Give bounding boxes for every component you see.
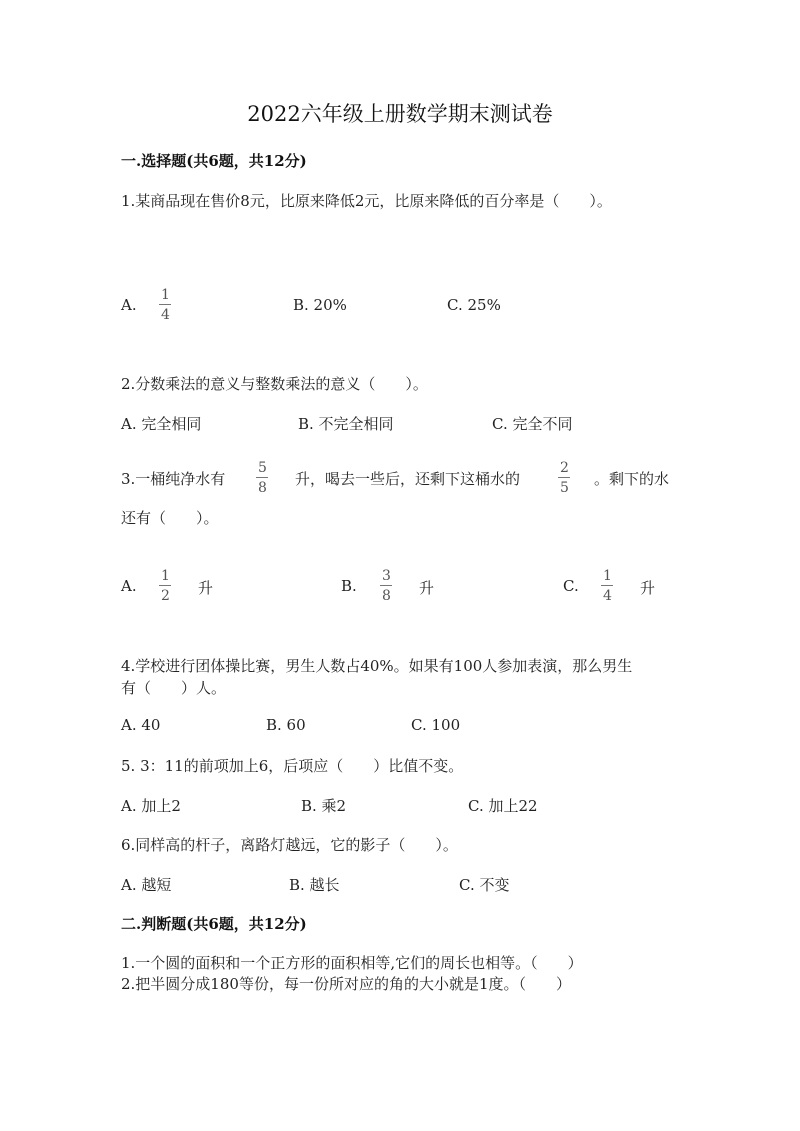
page-title: 2022六年级上册数学期末测试卷 <box>247 102 553 126</box>
q5-option-b: B. 乘2 <box>301 797 347 815</box>
fraction-denominator: 4 <box>603 588 612 604</box>
fraction-denominator: 8 <box>382 588 391 604</box>
fraction-numerator: 1 <box>161 287 170 303</box>
q3-option-a-fraction <box>159 569 172 603</box>
q1-option-c: C. 25% <box>447 296 501 314</box>
section-heading-choice: 一.选择题(共6题，共12分) <box>121 152 307 170</box>
section-heading-judge: 二.判断题(共6题，共12分) <box>121 915 307 933</box>
q2-option-c: C. 完全不同 <box>492 415 573 433</box>
fraction-numerator: 5 <box>258 460 267 476</box>
fraction-numerator: 2 <box>560 460 569 476</box>
q3-option-b-unit: 升 <box>419 579 435 597</box>
judge-question-1: 1.一个圆的面积和一个正方形的面积相等,它们的周长也相等。（ ） <box>121 954 583 972</box>
q3-option-c-label: C. <box>563 577 579 595</box>
q4-option-c: C. 100 <box>411 716 461 734</box>
judge-question-2: 2.把半圆分成180等份，每一份所对应的角的大小就是1度。（ ） <box>121 975 571 993</box>
q4-option-b: B. 60 <box>266 716 306 734</box>
q3-option-a-unit: 升 <box>198 579 214 597</box>
q5-option-c: C. 加上22 <box>468 797 538 815</box>
question-5-stem: 5. 3：11的前项加上6，后项应（ ）比值不变。 <box>121 757 464 775</box>
q3-fraction-2 <box>558 461 571 495</box>
fraction-denominator: 8 <box>258 480 267 496</box>
fraction-numerator: 1 <box>161 568 170 584</box>
question-3-line2: 还有（ ）。 <box>121 509 219 527</box>
question-1-stem: 1.某商品现在售价8元，比原来降低2元，比原来降低的百分率是（ ）。 <box>121 192 612 210</box>
q1-option-b: B. 20% <box>293 296 347 314</box>
q3-option-c-unit: 升 <box>640 579 656 597</box>
question-4-line1: 4.学校进行团体操比赛，男生人数占40%。如果有100人参加表演，那么男生 <box>121 657 633 675</box>
fraction-numerator: 3 <box>382 568 391 584</box>
q3-fraction-1 <box>256 461 269 495</box>
question-3-part2: 升，喝去一些后，还剩下这桶水的 <box>295 470 521 488</box>
q3-option-b-label: B. <box>341 577 357 595</box>
q3-option-a-label: A. <box>121 577 137 595</box>
q6-option-b: B. 越长 <box>289 876 340 894</box>
fraction-denominator: 5 <box>560 480 569 496</box>
q4-option-a: A. 40 <box>121 716 161 734</box>
q6-option-a: A. 越短 <box>121 876 172 894</box>
q3-option-b-fraction <box>380 569 393 603</box>
question-3-part1: 3.一桶纯净水有 <box>121 470 226 488</box>
fraction-denominator: 4 <box>161 307 170 323</box>
q6-option-c: C. 不变 <box>459 876 510 894</box>
question-6-stem: 6.同样高的杆子，离路灯越远，它的影子（ ）。 <box>121 836 458 854</box>
fraction-numerator: 1 <box>603 568 612 584</box>
q1-option-a-label: A. <box>121 296 137 314</box>
q2-option-b: B. 不完全相同 <box>298 415 394 433</box>
question-3-part3: 。剩下的水 <box>594 470 670 488</box>
q5-option-a: A. 加上2 <box>121 797 181 815</box>
q2-option-a: A. 完全相同 <box>121 415 202 433</box>
q1-option-a-fraction <box>159 288 172 322</box>
q3-option-c-fraction <box>601 569 614 603</box>
question-2-stem: 2.分数乘法的意义与整数乘法的意义（ ）。 <box>121 375 428 393</box>
question-4-line2: 有（ ）人。 <box>121 679 227 697</box>
fraction-denominator: 2 <box>161 588 170 604</box>
